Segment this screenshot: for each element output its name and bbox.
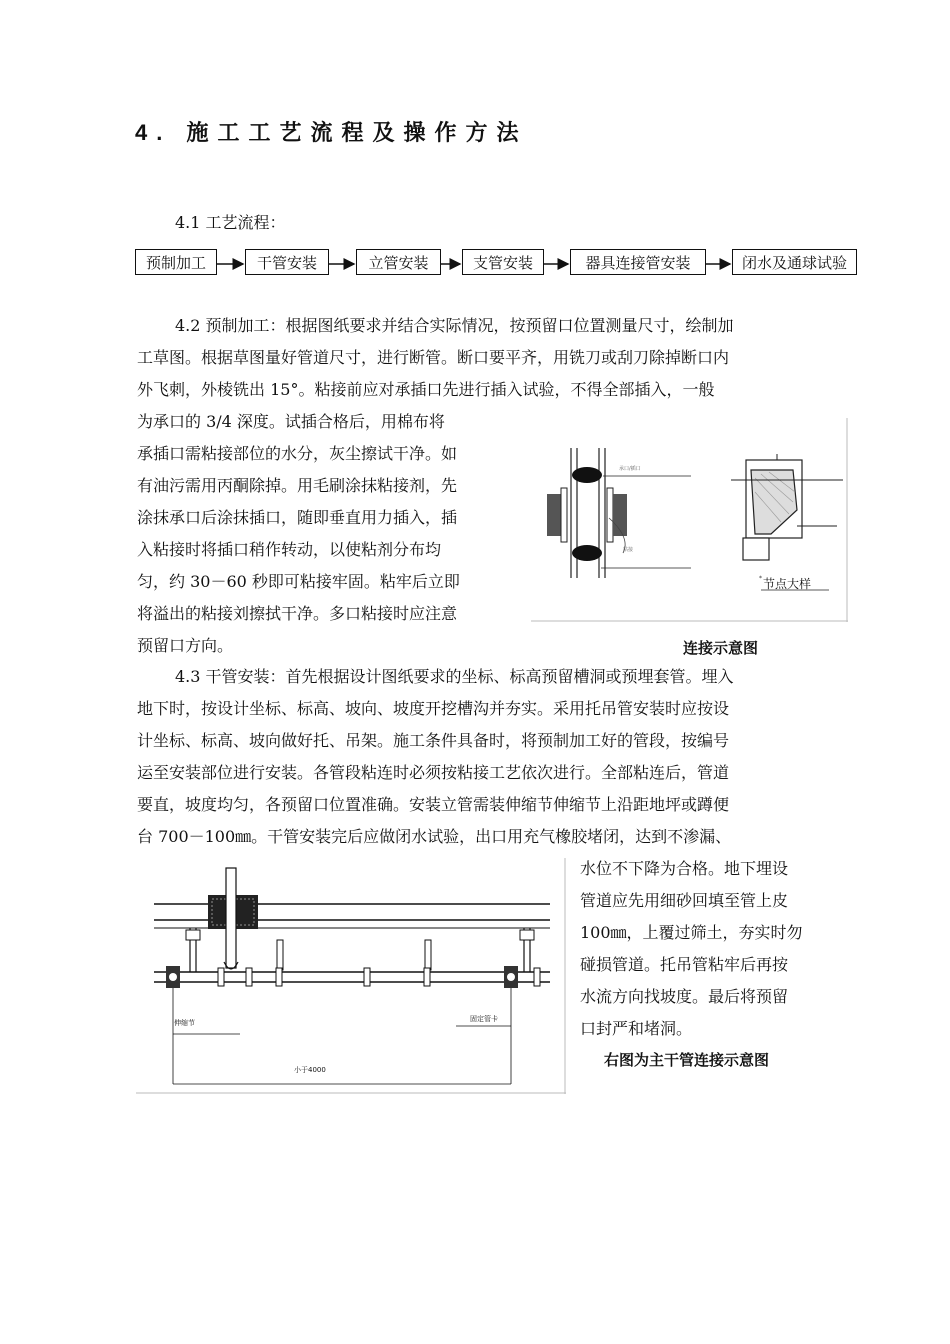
figure-caption: 连接示意图 bbox=[683, 640, 759, 657]
paragraph-line: 有油污需用丙酮除掉。用毛刷涂抹粘接剂，先 bbox=[137, 476, 458, 495]
paragraph-line: 水位不下降为合格。地下埋设 bbox=[580, 859, 789, 878]
paragraph-line: 计坐标、标高、坡向做好托、吊架。施工条件具备时，将预制加工好的管段，按编号 bbox=[137, 731, 730, 750]
paragraph-line: 碰损管道。托吊管粘牢后再按 bbox=[580, 955, 789, 974]
paragraph-line: 工草图。根据草图量好管道尺寸，进行断管。断口要平齐，用铣刀或刮刀除掉断口内 bbox=[137, 348, 730, 367]
flow-step: 立管安装 bbox=[356, 249, 441, 275]
flow-step: 干管安装 bbox=[245, 249, 329, 275]
paragraph-line: 管道应先用细砂回填至管上皮 bbox=[580, 891, 789, 910]
flow-arrows bbox=[135, 246, 860, 282]
paragraph-line: 地下时，按设计坐标、标高、坡向、坡度开挖槽沟并夯实。采用托吊管安装时应按设 bbox=[137, 699, 730, 718]
subsection-4-1-title: 4.1 工艺流程： bbox=[175, 213, 286, 232]
paragraph-line: 预留口方向。 bbox=[137, 636, 234, 655]
dimension-label: 小于4000 bbox=[294, 1066, 326, 1074]
flow-step: 闭水及通球试验 bbox=[732, 249, 857, 275]
figure-caption: 右图为主干管连接示意图 bbox=[604, 1052, 770, 1069]
paragraph-line: 口封严和堵洞。 bbox=[580, 1019, 693, 1038]
joint-diagram bbox=[531, 418, 848, 622]
paragraph-line: 台 700－100㎜。干管安装完后应做闭水试验，出口用充气橡胶堵闭，达到不渗漏、 bbox=[137, 827, 732, 846]
flow-step: 预制加工 bbox=[135, 249, 217, 275]
paragraph-line: 水流方向找坡度。最后将预留 bbox=[580, 987, 789, 1006]
main-pipe-diagram-drawing bbox=[136, 858, 566, 1094]
node-detail-label: 节点大样 bbox=[763, 577, 812, 591]
main-pipe-diagram bbox=[136, 858, 566, 1094]
paragraph-line: 承插口需粘接部位的水分，灰尘擦试干净。如 bbox=[137, 444, 458, 463]
section-heading: 4. 施工工艺流程及操作方法 bbox=[135, 120, 528, 145]
paragraph-line: 为承口的 3/4 深度。试插合格后，用棉布将 bbox=[137, 412, 445, 431]
paragraph-line: 4.3 干管安装：首先根据设计图纸要求的坐标、标高预留槽洞或预埋套管。埋入 bbox=[175, 667, 734, 686]
paragraph-line: 运至安装部位进行安装。各管段粘连时必须按粘接工艺依次进行。全部粘连后，管道 bbox=[137, 763, 730, 782]
paragraph-line: 匀，约 30－60 秒即可粘接牢固。粘牢后立即 bbox=[137, 572, 460, 591]
paragraph-line: 入粘接时将插口稍作转动，以使粘剂分布均 bbox=[137, 540, 442, 559]
svg-text:承口/插口: 承口/插口 bbox=[619, 466, 641, 472]
paragraph-line: 要直，坡度均匀，各预留口位置准确。安装立管需装伸缩节伸缩节上沿距地坪或蹲便 bbox=[137, 795, 730, 814]
svg-text:粘接: 粘接 bbox=[623, 547, 634, 553]
paragraph-line: 将溢出的粘接刘擦拭干净。多口粘接时应注意 bbox=[137, 604, 458, 623]
expansion-joint-label: 伸缩节 bbox=[174, 1019, 195, 1027]
paragraph-line: 外飞刺，外棱铣出 15°。粘接前应对承插口先进行插入试验，不得全部插入，一般 bbox=[137, 380, 715, 399]
svg-text:*: * bbox=[759, 575, 762, 582]
paragraph-line: 涂抹承口后涂抹插口，随即垂直用力插入，插 bbox=[137, 508, 458, 527]
process-flow-chart bbox=[135, 246, 860, 282]
paragraph-line: 4.2 预制加工：根据图纸要求并结合实际情况，按预留口位置测量尺寸，绘制加 bbox=[175, 316, 734, 335]
flow-step: 器具连接管安装 bbox=[570, 249, 706, 275]
fixed-clamp-label: 固定管卡 bbox=[470, 1015, 498, 1023]
flow-step: 支管安装 bbox=[462, 249, 544, 275]
paragraph-line: 100㎜，上覆过筛土，夯实时勿 bbox=[580, 923, 803, 942]
